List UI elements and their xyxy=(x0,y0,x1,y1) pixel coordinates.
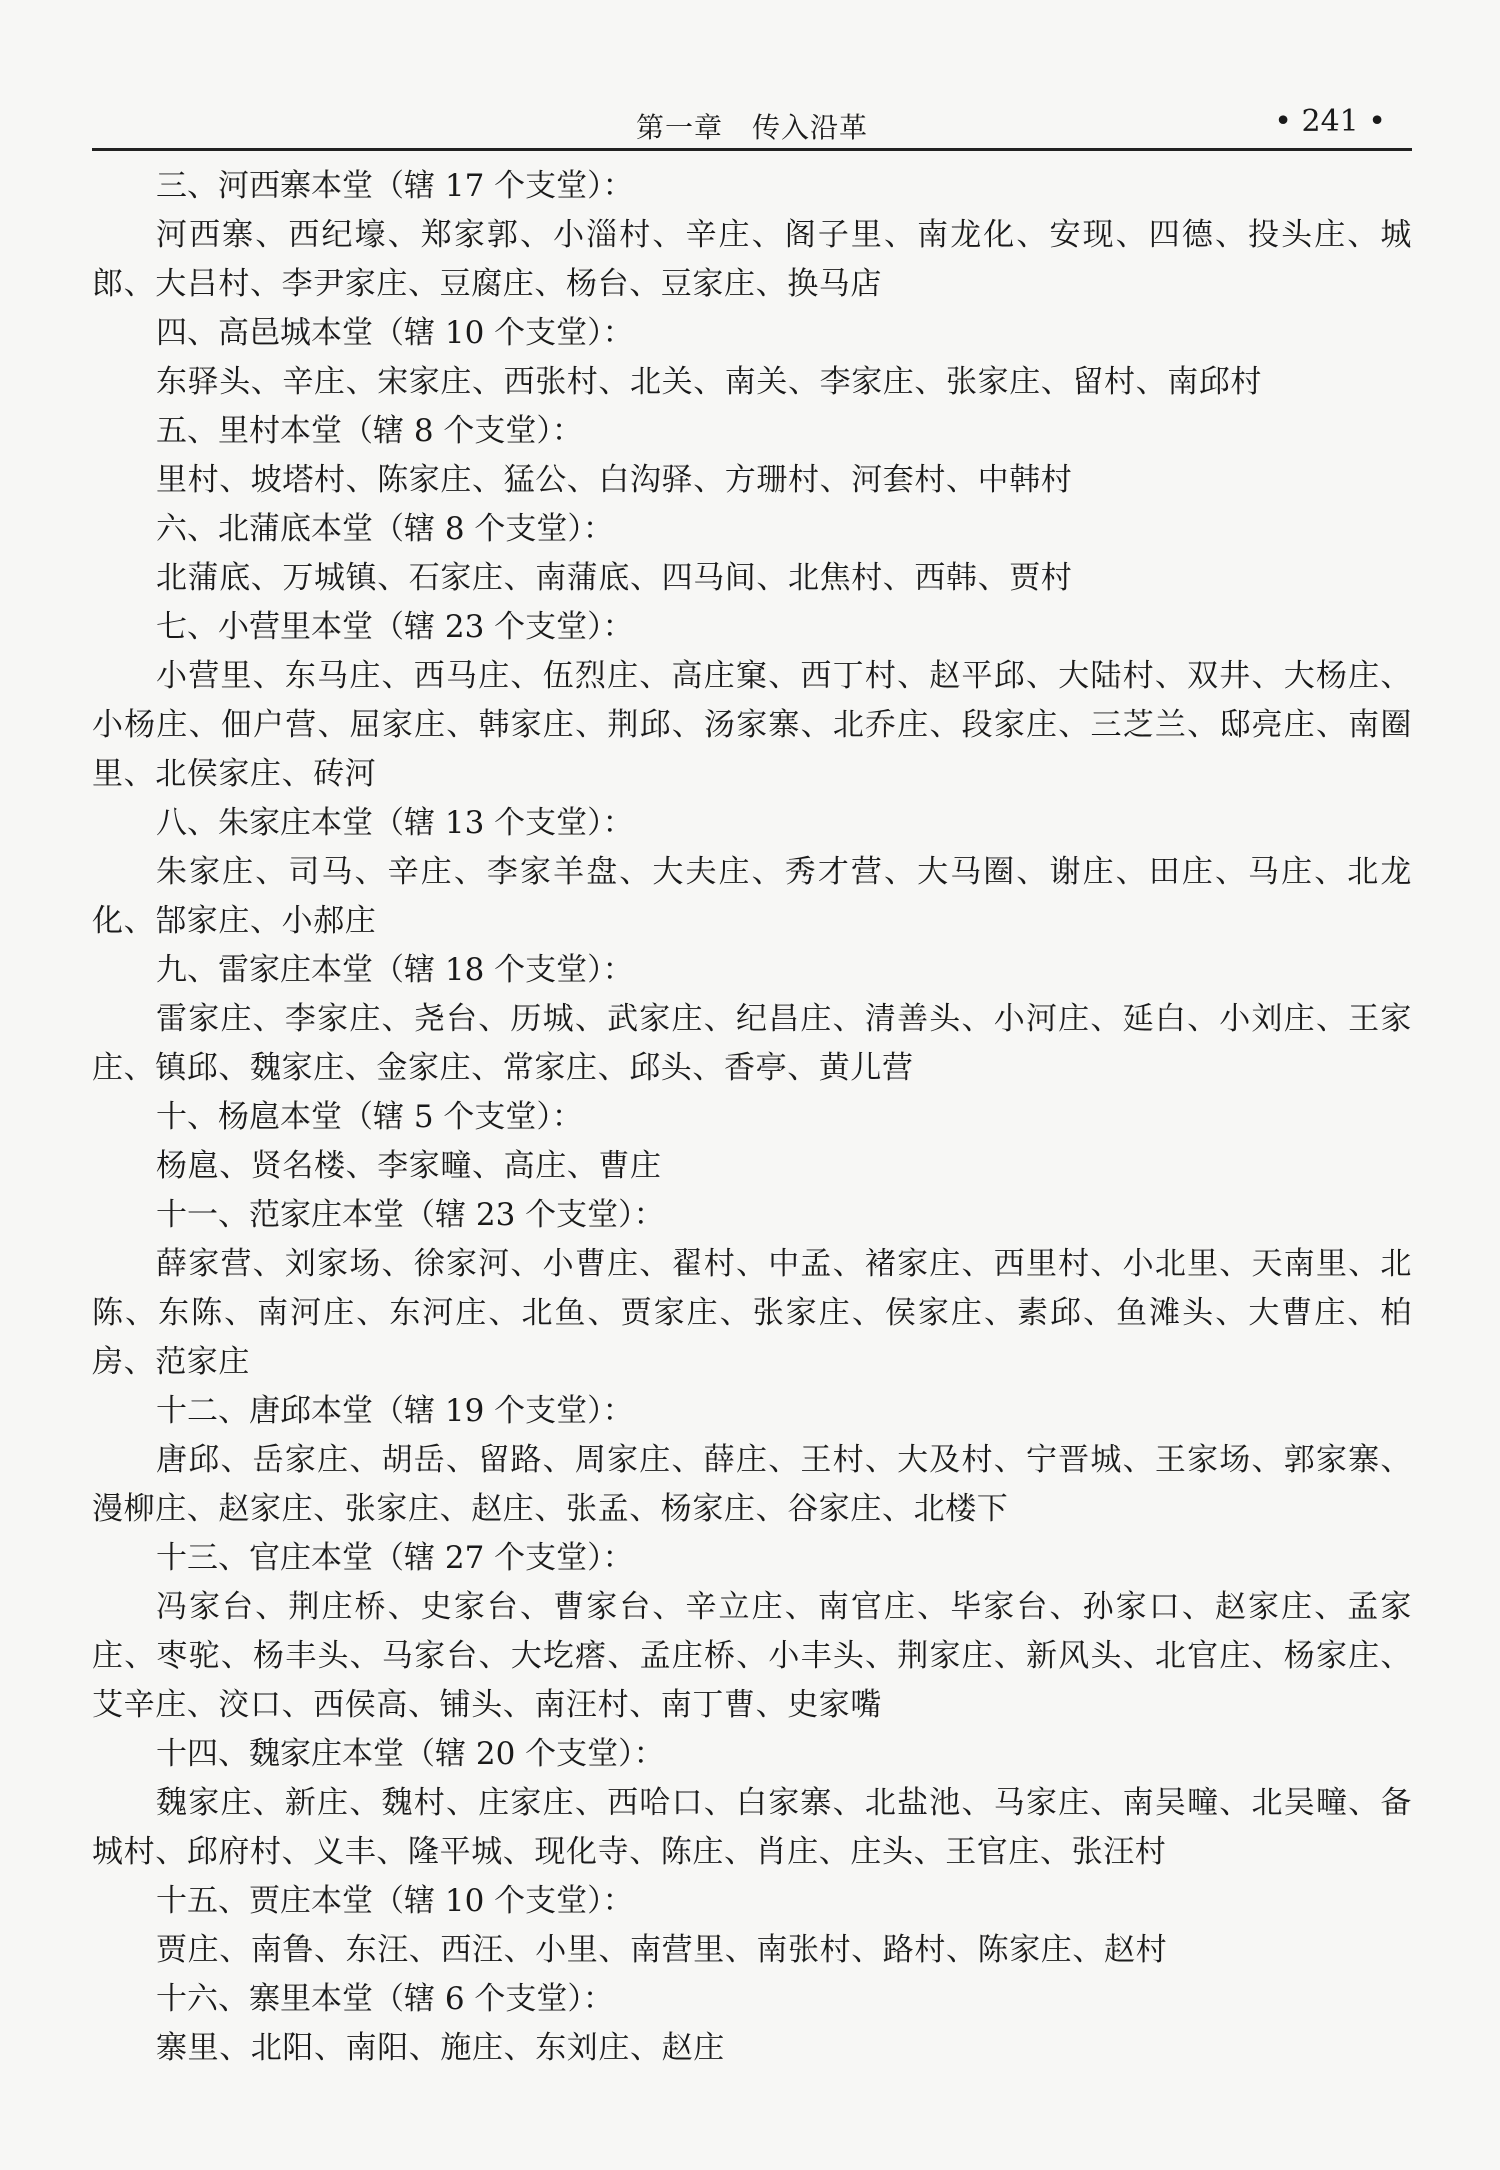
section-body: 冯家台、荆庄桥、史家台、曹家台、辛立庄、南官庄、毕家台、孙家口、赵家庄、孟家庄、枣驼、杨丰头、马家台、大圪瘩、孟庄桥、小丰头、荆家庄、新风头、北官庄、杨家庄、艾辛庄、洨口、西侯高、铺头、南汪村、南丁曹、史家嘴 xyxy=(92,1589,1412,1723)
section-body: 东驿头、辛庄、宋家庄、西张村、北关、南关、李家庄、张家庄、留村、南邱村 xyxy=(156,364,1262,400)
section-title: 九、雷家庄本堂（辖 18 个支堂）： xyxy=(156,952,634,988)
section-16 xyxy=(92,1975,1412,2073)
section-title: 十二、唐邱本堂（辖 19 个支堂）： xyxy=(156,1393,634,1429)
section-body: 薛家营、刘家场、徐家河、小曹庄、翟村、中孟、褚家庄、西里村、小北里、天南里、北陈、东陈、南河庄、东河庄、北鱼、贾家庄、张家庄、侯家庄、素邱、鱼滩头、大曹庄、柏房、范家庄 xyxy=(92,1246,1412,1380)
section-8 xyxy=(92,799,1412,946)
section-title: 八、朱家庄本堂（辖 13 个支堂）： xyxy=(156,805,634,841)
section-9 xyxy=(92,946,1412,1093)
section-4 xyxy=(92,309,1412,407)
section-body: 魏家庄、新庄、魏村、庄家庄、西哈口、白家寨、北盐池、马家庄、南吴疃、北吴疃、备城村、邱府村、义丰、隆平城、现化寺、陈庄、肖庄、庄头、王官庄、张汪村 xyxy=(92,1785,1412,1870)
section-6 xyxy=(92,505,1412,603)
section-title: 十、杨扈本堂（辖 5 个支堂）： xyxy=(156,1099,583,1135)
section-title: 五、里村本堂（辖 8 个支堂）： xyxy=(156,413,583,449)
section-5 xyxy=(92,407,1412,505)
section-body: 朱家庄、司马、辛庄、李家羊盘、大夫庄、秀才营、大马圈、谢庄、田庄、马庄、北龙化、郜家庄、小郝庄 xyxy=(92,854,1412,939)
header-rule xyxy=(92,148,1412,151)
section-body: 杨扈、贤名楼、李家疃、高庄、曹庄 xyxy=(156,1148,662,1184)
section-body: 雷家庄、李家庄、尧台、历城、武家庄、纪昌庄、清善头、小河庄、延白、小刘庄、王家庄、镇邱、魏家庄、金家庄、常家庄、邱头、香亭、黄儿营 xyxy=(92,1001,1412,1086)
chapter-title: 第一章 传入沿革 xyxy=(635,111,868,144)
section-10 xyxy=(92,1093,1412,1191)
page-content xyxy=(92,162,1412,2073)
section-title: 十三、官庄本堂（辖 27 个支堂）： xyxy=(156,1540,634,1576)
section-title: 三、河西寨本堂（辖 17 个支堂）： xyxy=(156,168,634,204)
section-title: 十四、魏家庄本堂（辖 20 个支堂）： xyxy=(156,1736,665,1772)
section-title: 六、北蒲底本堂（辖 8 个支堂）： xyxy=(156,511,614,547)
section-title: 十六、寨里本堂（辖 6 个支堂）： xyxy=(156,1981,614,2017)
section-11 xyxy=(92,1191,1412,1387)
section-title: 十五、贾庄本堂（辖 10 个支堂）： xyxy=(156,1883,634,1919)
section-13 xyxy=(92,1534,1412,1730)
section-body: 寨里、北阳、南阳、施庄、东刘庄、赵庄 xyxy=(156,2030,725,2066)
page-header xyxy=(92,98,1412,150)
section-3 xyxy=(92,162,1412,309)
section-15 xyxy=(92,1877,1412,1975)
section-body: 里村、坡塔村、陈家庄、猛公、白沟驿、方珊村、河套村、中韩村 xyxy=(156,462,1073,498)
section-14 xyxy=(92,1730,1412,1877)
section-title: 七、小营里本堂（辖 23 个支堂）： xyxy=(156,609,634,645)
section-body: 贾庄、南鲁、东汪、西汪、小里、南营里、南张村、路村、陈家庄、赵村 xyxy=(156,1932,1168,1968)
section-title: 十一、范家庄本堂（辖 23 个支堂）： xyxy=(156,1197,665,1233)
section-body: 北蒲底、万城镇、石家庄、南蒲底、四马间、北焦村、西韩、贾村 xyxy=(156,560,1073,596)
section-title: 四、高邑城本堂（辖 10 个支堂）： xyxy=(156,315,634,351)
section-body: 唐邱、岳家庄、胡岳、留路、周家庄、薛庄、王村、大及村、宁晋城、王家场、郭家寨、漫柳庄、赵家庄、张家庄、赵庄、张孟、杨家庄、谷家庄、北楼下 xyxy=(92,1442,1412,1527)
section-body: 小营里、东马庄、西马庄、伍烈庄、高庄窠、西丁村、赵平邱、大陆村、双井、大杨庄、小杨庄、佃户营、屈家庄、韩家庄、荆邱、汤家寨、北乔庄、段家庄、三芝兰、邸亮庄、南圈里、北侯家庄、砖河 xyxy=(92,658,1412,792)
section-12 xyxy=(92,1387,1412,1534)
page-number: • 241 • xyxy=(1274,104,1386,139)
section-7 xyxy=(92,603,1412,799)
section-body: 河西寨、西纪壕、郑家郭、小淄村、辛庄、阁子里、南龙化、安现、四德、投头庄、城郎、大吕村、李尹家庄、豆腐庄、杨台、豆家庄、换马店 xyxy=(92,217,1412,302)
